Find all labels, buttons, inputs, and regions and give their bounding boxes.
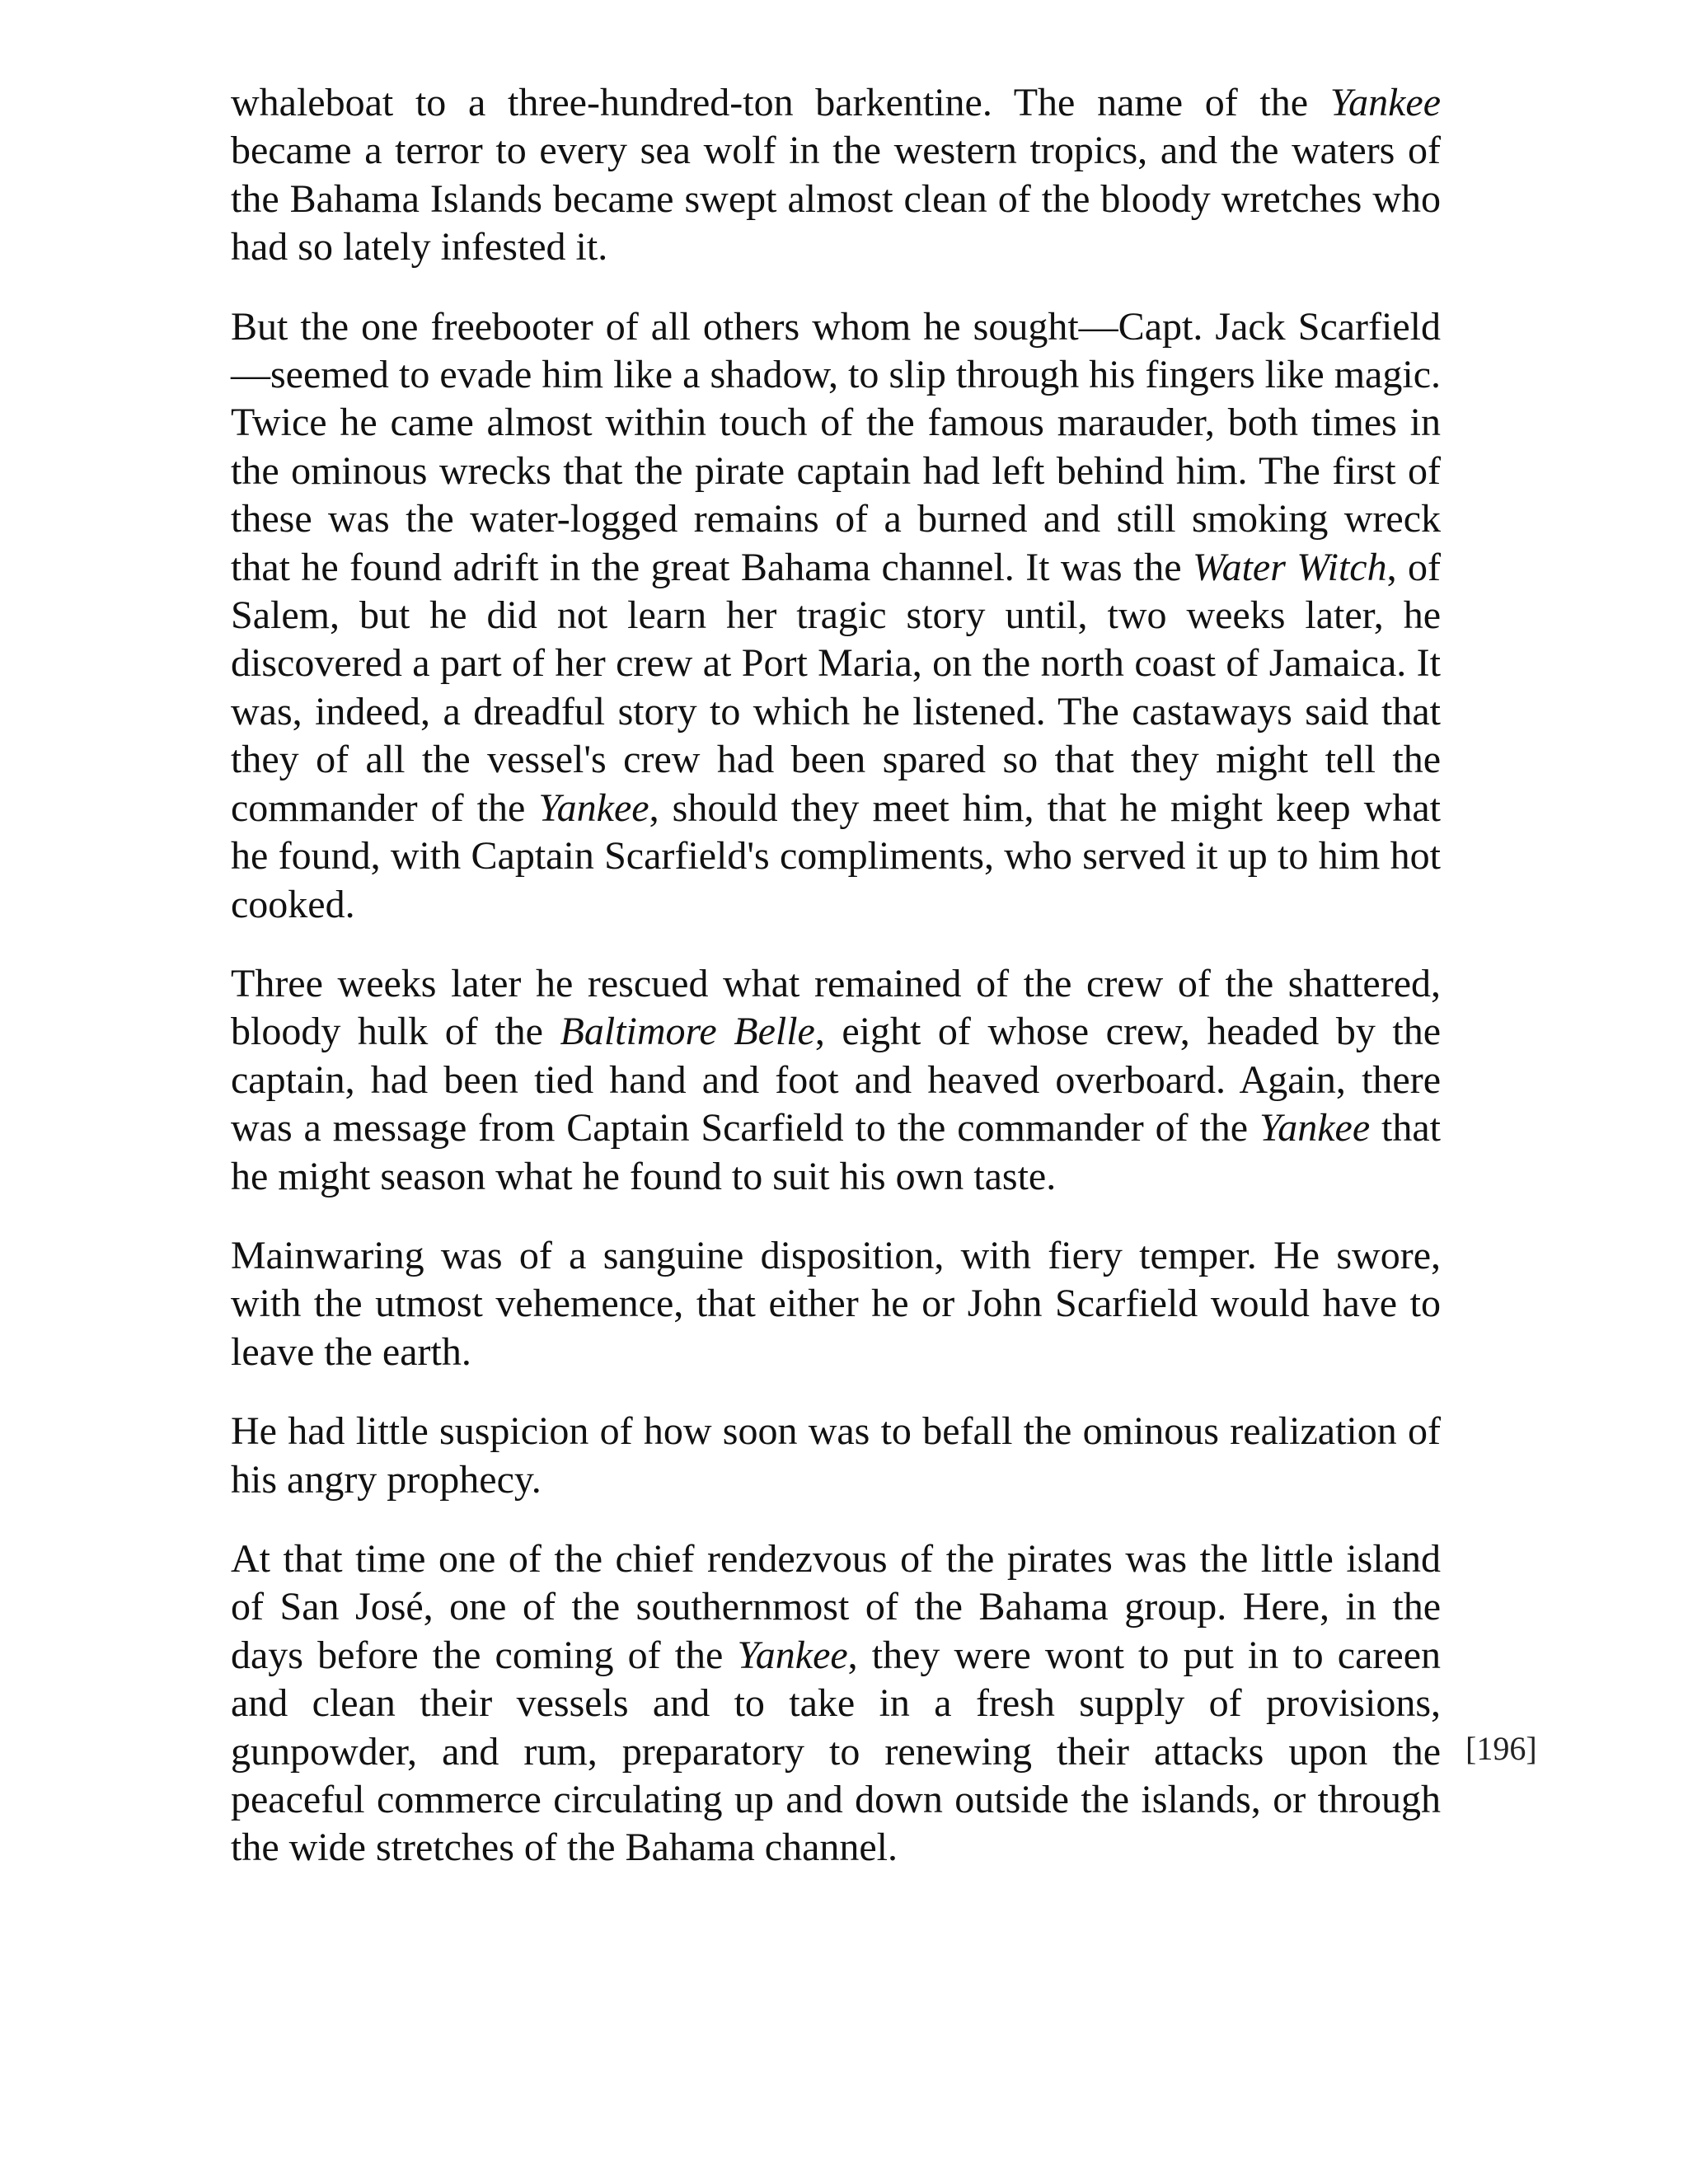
page-number: [196] [1465, 1730, 1537, 1767]
paragraph-1 [231, 79, 1441, 272]
italic-run-ship-name: Yankee [538, 785, 649, 830]
text-run: , they were wont to put in to careen and clean their vessels and to take in a fresh supply of provisions, gunpowder, and rum, preparatory to renewing their attacks upon the peaceful commerce circulating up and down outside the islands, or through the wide stretches of the Bahama channel. [231, 1633, 1441, 1870]
document-body [231, 79, 1441, 1904]
paragraph-3 [231, 960, 1441, 1201]
text-run: , of Salem, but he did not learn her tragic story until, two weeks later, he discovered a part of her crew at Port Maria, on the north coast of Jamaica. It was, indeed, a dreadful story to which he listened. The castaways said that they of all the vessel's crew had been spared so that they might tell the commander of the [231, 545, 1441, 830]
italic-run-ship-name: Yankee [1329, 81, 1441, 124]
text-run: , eight of whose crew, headed by the captain, had been tied hand and foot and heaved overboard. Again, there was a message from Captain Scarfield to the commander of the [231, 1010, 1442, 1151]
paragraph-2 [231, 303, 1441, 929]
italic-run-ship-name: Water Witch [1193, 545, 1387, 589]
paragraph-5 [231, 1408, 1441, 1504]
paragraph-4 [231, 1232, 1441, 1376]
text-run: Three weeks later he rescued what remained of the crew of the shattered, bloody hulk of the [231, 961, 1441, 1054]
italic-run-ship-name: Yankee [737, 1633, 848, 1677]
italic-run-ship-name: Baltimore Belle [560, 1010, 815, 1054]
text-run: At that time one of the chief rendezvous of the pirates was the little island of San José, one of the southernmost of the Bahama group. Here, in the days before the coming of the [231, 1536, 1441, 1677]
text-run: But the one freebooter of all others whom he sought—Capt. Jack Scarfield—seemed to evade him like a shadow, to slip through his fingers like magic. Twice he came almost within touch of the famous marauder, both times in the ominous wrecks that the pirate captain had left behind him. The first of these was the water-logged remains of a burned and still smoking wreck that he found adrift in the great Bahama channel. It was the [231, 304, 1441, 589]
text-run: whaleboat to a three-hundred-ton barkentine. The name of the [231, 81, 1330, 124]
text-run: became a terror to every sea wolf in the western tropics, and the waters of the Bahama Islands became swept almost clean of the bloody wretches who had so lately infested it. [231, 129, 1441, 269]
text-run: , should they meet him, that he might keep what he found, with Captain Scarfield's compliments, who served it up to him hot cooked. [231, 785, 1441, 926]
text-run: He had little suspicion of how soon was to befall the ominous realization of his angry prophecy. [231, 1409, 1441, 1502]
paragraph-6 [231, 1535, 1441, 1872]
text-run: Mainwaring was of a sanguine disposition, with fiery temper. He swore, with the utmost vehemence, that either he or John Scarfield would have to leave the earth. [231, 1233, 1441, 1374]
italic-run-ship-name: Yankee [1259, 1106, 1371, 1151]
text-run: that he might season what he found to suit his own taste. [231, 1106, 1441, 1198]
